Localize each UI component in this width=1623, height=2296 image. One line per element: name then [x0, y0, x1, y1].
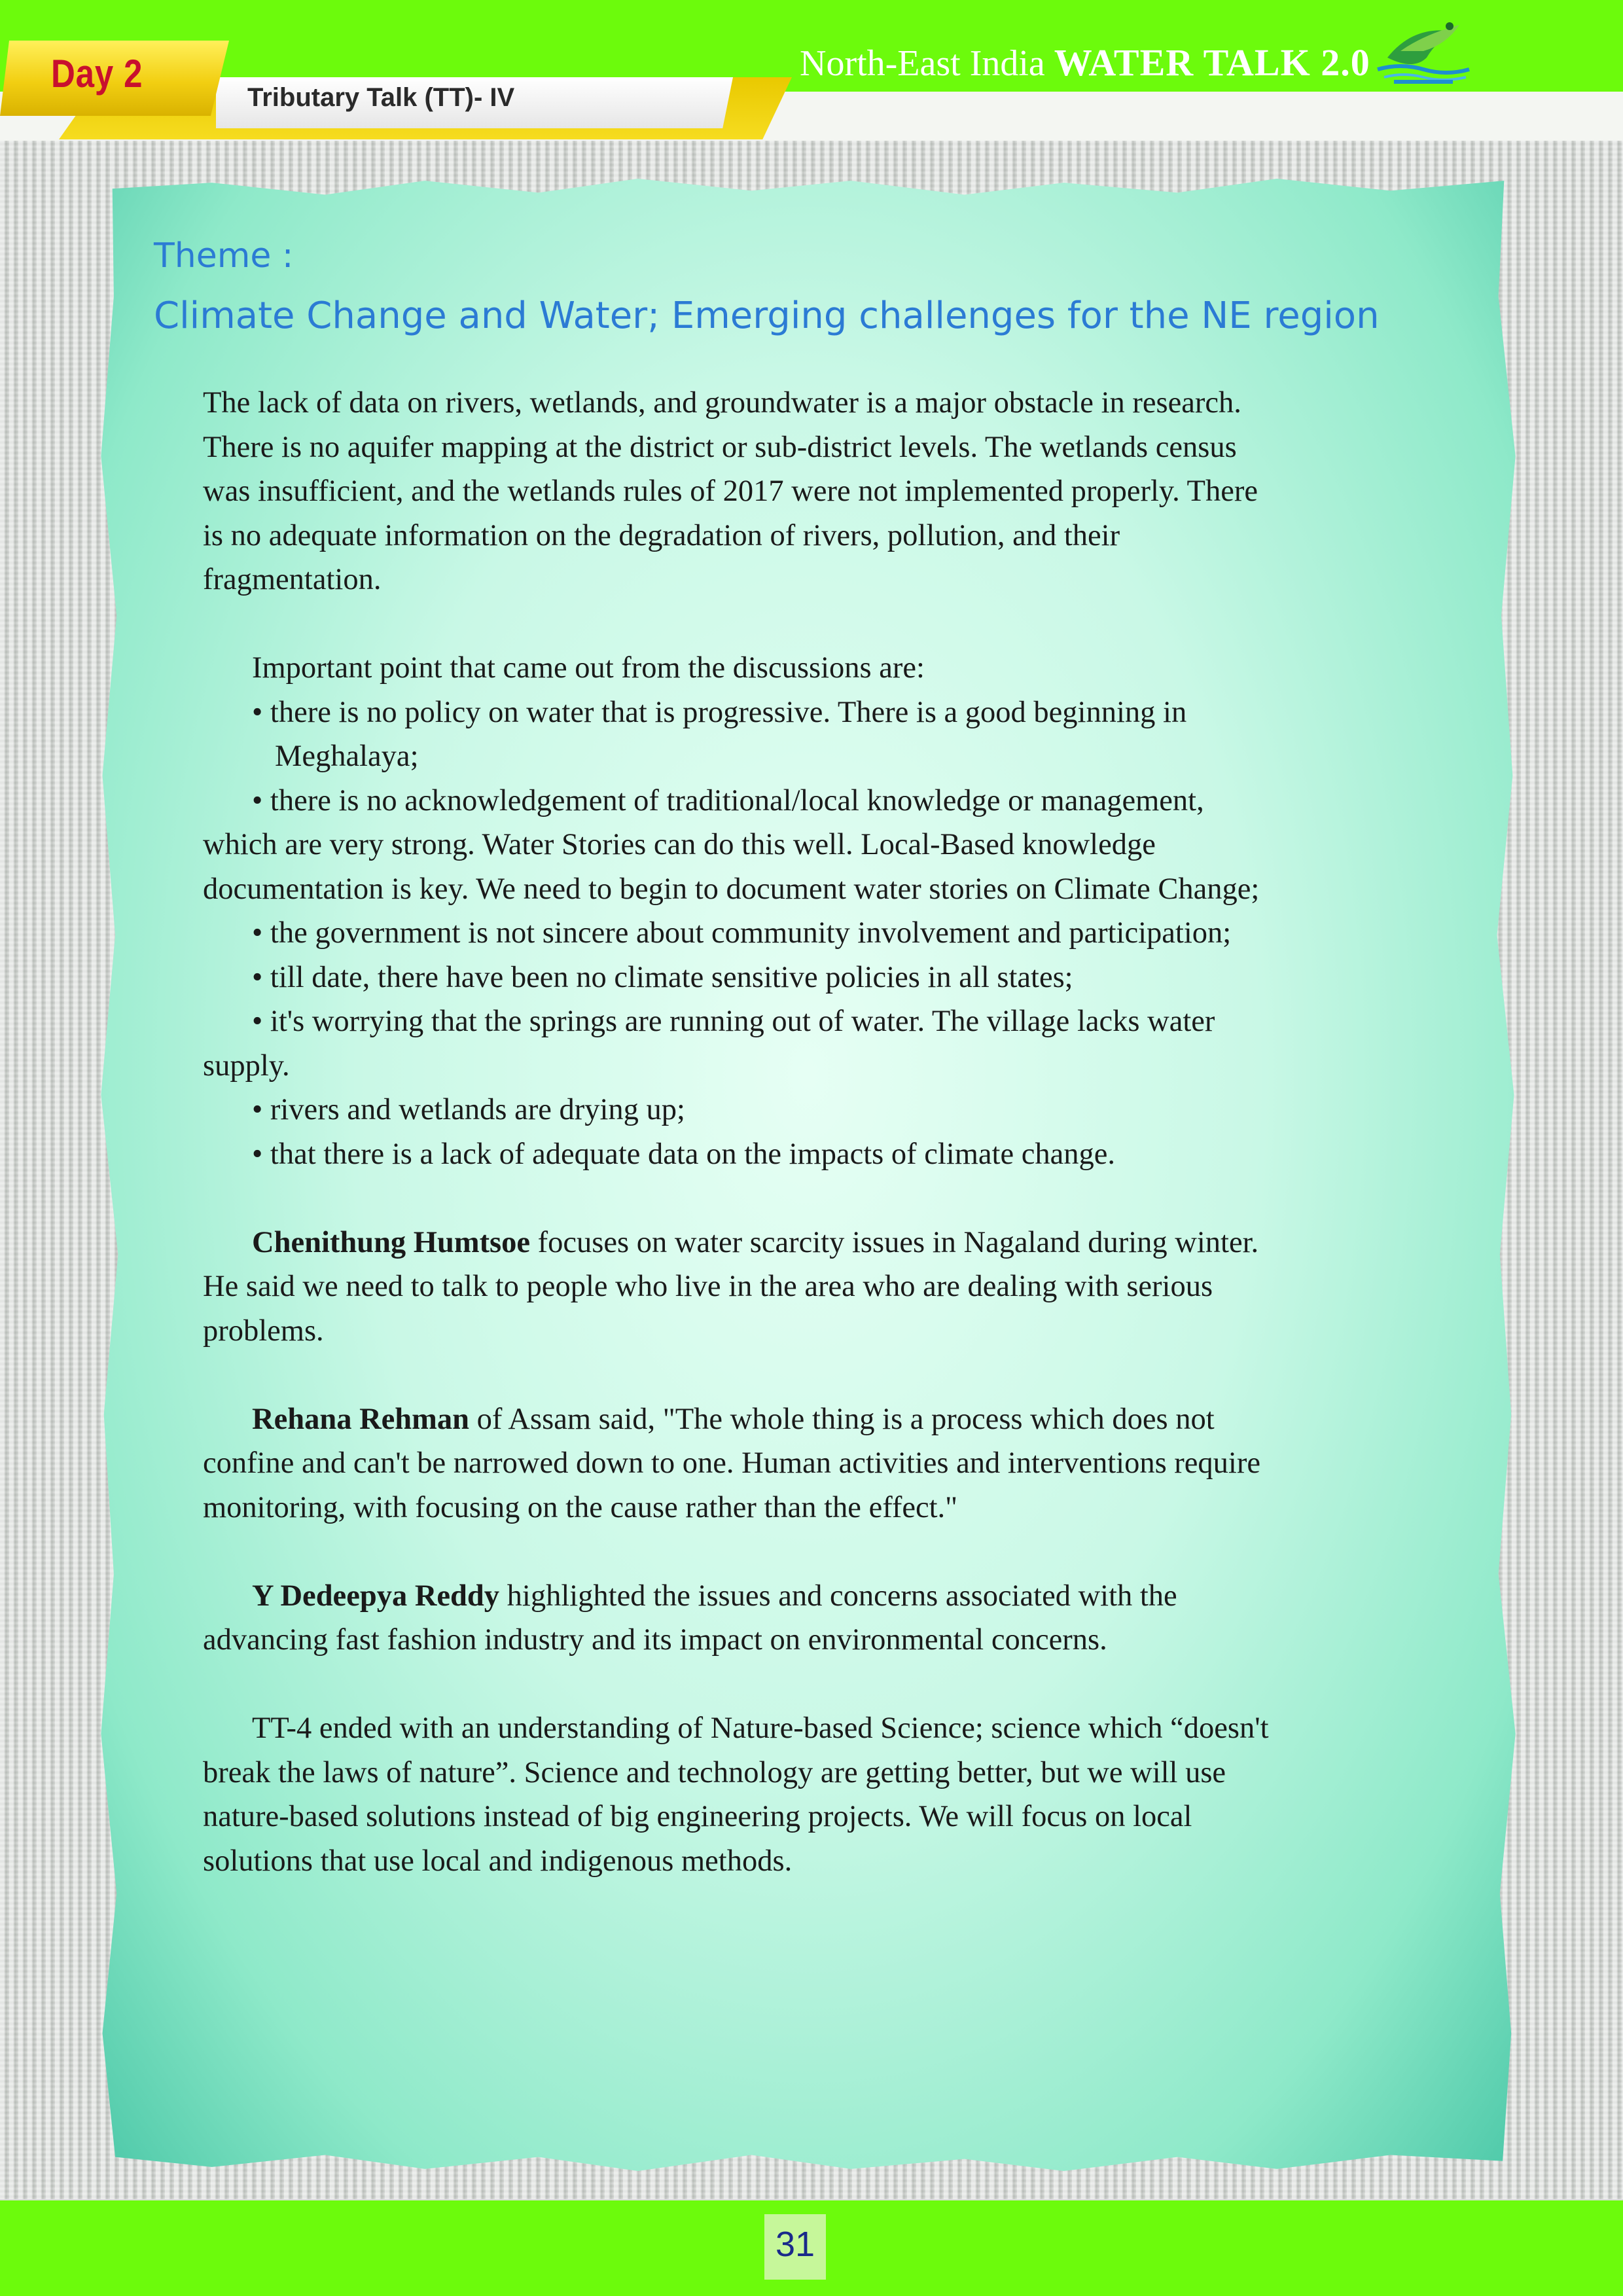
paragraph-gap: [203, 1662, 1472, 1707]
intro-line: fragmentation.: [203, 563, 382, 596]
speaker-text-line: confine and can't be narrowed down to one. Human activities and interventions require: [203, 1446, 1260, 1480]
theme-label: Theme :: [154, 236, 294, 276]
intro-line: The lack of data on rivers, wetlands, and groundwater is a major obstacle in research.: [203, 386, 1241, 420]
bullet-point: • it's worrying that the springs are running out of water. The village lacks water: [252, 1005, 1215, 1038]
bullet-point: • there is no acknowledgement of traditional/local knowledge or management,: [252, 783, 1204, 817]
bullet-continuation: supply.: [203, 1049, 290, 1083]
speaker-paragraph: [203, 1221, 1472, 1265]
intro-line: There is no aquifer mapping at the district or sub-district levels. The wetlands census: [203, 430, 1237, 464]
speaker-paragraph: [203, 1574, 1472, 1619]
publication-title: [800, 41, 1370, 84]
bullet-point: • till date, there have been no climate sensitive policies in all states;: [252, 960, 1073, 994]
speaker-name: Y Dedeepya Reddy: [252, 1579, 500, 1613]
bullet-point: • rivers and wetlands are drying up;: [252, 1093, 685, 1126]
bullet-point: • the government is not sincere about community involvement and participation;: [252, 916, 1232, 950]
session-label: Tributary Talk (TT)- IV: [247, 83, 515, 112]
speaker-name: Chenithung Humtsoe: [252, 1225, 531, 1259]
bullet-continuation: which are very strong. Water Stories can do this well. Local-Based knowledge: [203, 828, 1156, 861]
speaker-name: Rehana Rehman: [252, 1402, 469, 1436]
water-talk-logo-icon: [1374, 12, 1472, 87]
page-number: 31: [775, 2225, 815, 2264]
paragraph-gap: [203, 1353, 1472, 1397]
bullet-point: • there is no policy on water that is progressive. There is a good beginning in: [252, 695, 1187, 729]
paragraph-gap: [203, 1176, 1472, 1221]
publication-title-name: WATER TALK 2.0: [1054, 41, 1370, 84]
bullet-continuation: documentation is key. We need to begin to document water stories on Climate Change;: [203, 872, 1260, 906]
points-intro: Important point that came out from the discussions are:: [252, 651, 925, 685]
intro-line: is no adequate information on the degradation of rivers, pollution, and their: [203, 518, 1120, 552]
closing-line: TT-4 ended with an understanding of Nature-based Science; science which “doesn't: [252, 1712, 1269, 1745]
day-label: Day 2: [51, 52, 143, 96]
speaker-paragraph: [203, 1397, 1472, 1442]
bullet-point: • that there is a lack of adequate data on the impacts of climate change.: [252, 1137, 1116, 1171]
speaker-text-line: advancing fast fashion industry and its impact on environmental concerns.: [203, 1623, 1107, 1657]
bullet-continuation: Meghalaya;: [275, 740, 419, 773]
speaker-text: of Assam said, "The whole thing is a process which does not: [469, 1402, 1215, 1436]
speaker-text: highlighted the issues and concerns associated with the: [499, 1579, 1177, 1613]
article-body: [203, 381, 1472, 1883]
intro-line: was insufficient, and the wetlands rules of 2017 were not implemented properly. There: [203, 475, 1258, 508]
theme-title: Climate Change and Water; Emerging challenges for the NE region: [154, 295, 1380, 337]
speaker-text-line: He said we need to talk to people who live in the area who are dealing with serious: [203, 1270, 1213, 1303]
publication-title-prefix: North-East India: [800, 43, 1045, 84]
speaker-text: focuses on water scarcity issues in Nagaland during winter.: [530, 1225, 1259, 1259]
paragraph-gap: [203, 602, 1472, 647]
closing-line: break the laws of nature”. Science and technology are getting better, but we will use: [203, 1755, 1226, 1789]
closing-line: nature-based solutions instead of big engineering projects. We will focus on local: [203, 1800, 1192, 1833]
paragraph-gap: [203, 1530, 1472, 1574]
speaker-text-line: monitoring, with focusing on the cause rather than the effect.": [203, 1490, 958, 1524]
closing-line: solutions that use local and indigenous methods.: [203, 1844, 793, 1878]
theme-heading: [154, 226, 1380, 346]
speaker-text-line: problems.: [203, 1314, 324, 1348]
